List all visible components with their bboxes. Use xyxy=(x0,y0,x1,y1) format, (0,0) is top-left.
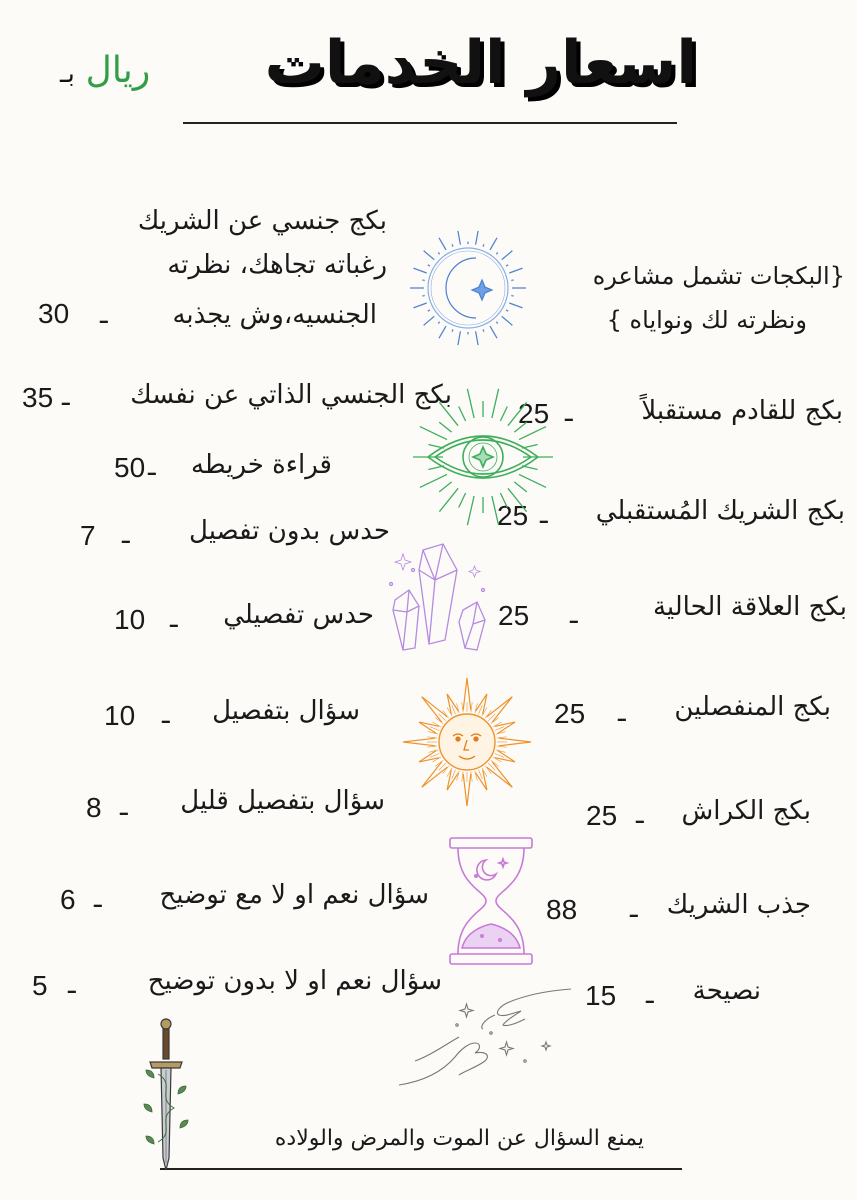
left-item-4-price: 7 xyxy=(80,520,96,551)
hands-icon xyxy=(395,985,575,1095)
left-item-8-label: سؤال نعم او لا مع توضيح xyxy=(159,880,429,910)
left-item-5-label: حدس تفصيلي xyxy=(223,600,374,630)
left-item-4-dash: ـ xyxy=(122,520,130,550)
left-item-2-dash: ـ xyxy=(62,382,70,412)
currency-note xyxy=(60,50,150,91)
left-item-1-price: 30 xyxy=(38,298,70,329)
right-item-6-label: جذب الشريك xyxy=(666,890,811,920)
left-item-3-price: 50 xyxy=(114,452,146,483)
left-item-7-price: 8 xyxy=(86,792,102,823)
left-item-5-dash: ـ xyxy=(170,604,178,634)
left-item-6-dash: ـ xyxy=(162,700,170,730)
moon-icon xyxy=(408,228,528,348)
left-item-7-label: سؤال بتفصيل قليل xyxy=(180,786,385,816)
left-item-1-line-1: بكج جنسي عن الشريك xyxy=(137,206,387,236)
right-item-7-dash: ـ xyxy=(646,980,654,1010)
right-item-2-dash: ـ xyxy=(540,500,548,530)
right-item-5-dash: ـ xyxy=(636,800,644,830)
right-item-5-price: 25 xyxy=(586,800,618,831)
left-item-2-price: 35 xyxy=(22,382,54,413)
dagger-icon xyxy=(136,1018,196,1173)
left-item-1-line-2: رغباته تجاهك، نظرته xyxy=(167,250,387,280)
footer-underline xyxy=(160,1168,682,1170)
left-item-8-dash: ـ xyxy=(94,884,102,914)
right-item-4-dash: ـ xyxy=(618,698,626,728)
hourglass-icon xyxy=(446,836,536,966)
left-item-3-dash: ـ xyxy=(148,452,156,482)
left-item-5-price: 10 xyxy=(114,604,146,635)
right-item-3-label: بكج العلاقة الحالية xyxy=(652,592,847,622)
page-title: اسعار الخدمات xyxy=(264,28,697,98)
crystal-icon xyxy=(385,540,495,660)
right-item-7-label: نصيحة xyxy=(692,976,761,1006)
right-item-4-label: بكج المنفصلين xyxy=(674,692,831,722)
right-item-3-price: 25 xyxy=(498,600,530,631)
right-item-6-dash: ـ xyxy=(630,894,638,924)
title-underline xyxy=(183,122,677,124)
currency-label: ريال xyxy=(85,50,151,91)
right-item-5-label: بكج الكراش xyxy=(681,796,811,826)
left-item-2-label: بكج الجنسي الذاتي عن نفسك xyxy=(130,380,452,410)
currency-prefix: بـ xyxy=(60,59,75,89)
left-item-1-dash: ـ xyxy=(100,300,108,330)
eye-icon xyxy=(418,382,548,532)
left-item-6-price: 10 xyxy=(104,700,136,731)
right-item-2-label: بكج الشريك المُستقبلي xyxy=(595,496,845,526)
right-item-4-price: 25 xyxy=(554,698,586,729)
left-item-8-price: 6 xyxy=(60,884,76,915)
footer-note: يمنع السؤال عن الموت والمرض والولاده xyxy=(274,1126,644,1151)
left-item-7-dash: ـ xyxy=(120,792,128,822)
sun-icon xyxy=(397,672,537,812)
left-item-3-label: قراءة خريطه xyxy=(190,450,332,480)
right-item-1-label: بكج للقادم مستقبلاً xyxy=(641,396,843,426)
right-item-7-price: 15 xyxy=(585,980,617,1011)
right-item-1-price: 25 xyxy=(518,398,550,429)
right-item-6-price: 88 xyxy=(546,894,578,925)
right-item-1-dash: ـ xyxy=(565,398,573,428)
left-item-9-price: 5 xyxy=(32,970,48,1001)
left-item-9-label: سؤال نعم او لا بدون توضيح xyxy=(147,966,442,996)
right-item-3-dash: ـ xyxy=(570,600,578,630)
left-item-9-dash: ـ xyxy=(68,970,76,1000)
left-item-4-label: حدس بدون تفصيل xyxy=(189,516,390,546)
right-item-2-price: 25 xyxy=(497,500,529,531)
left-item-6-label: سؤال بتفصيل xyxy=(212,696,360,726)
left-item-1-line-3: الجنسيه،وش يجذبه xyxy=(172,300,377,330)
right-note-line-1: {البكجات تشمل مشاعره xyxy=(592,262,845,290)
right-note-line-2: ونظرته لك ونواياه } xyxy=(606,306,807,334)
